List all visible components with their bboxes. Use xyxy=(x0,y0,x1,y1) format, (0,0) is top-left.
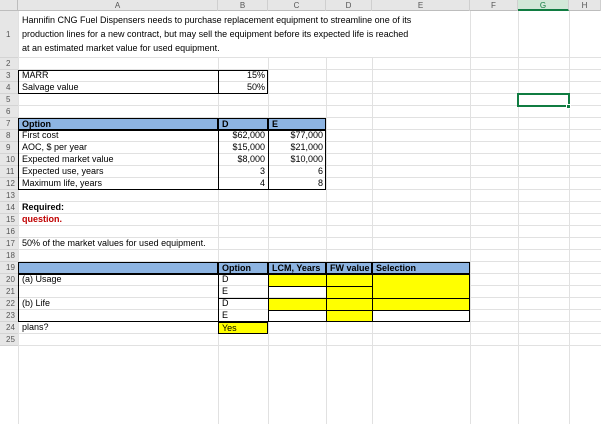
plans-answer-input[interactable]: Yes xyxy=(218,322,268,334)
row-header-19[interactable]: 19 xyxy=(0,262,18,274)
salvage-label[interactable]: Salvage value xyxy=(22,82,79,92)
table-cell-d[interactable]: 4 xyxy=(259,178,265,188)
row-header-8[interactable]: 8 xyxy=(0,130,18,142)
row-header-18[interactable]: 18 xyxy=(0,250,18,262)
row-header-22[interactable]: 22 xyxy=(0,298,18,310)
active-cell-selection[interactable] xyxy=(517,93,570,107)
grid-line xyxy=(470,11,471,424)
row-header-20[interactable]: 20 xyxy=(0,274,18,286)
table-row-label[interactable]: First cost xyxy=(22,130,59,140)
grid-line xyxy=(18,57,601,58)
grid-line xyxy=(326,11,327,424)
row-header-12[interactable]: 12 xyxy=(0,178,18,190)
table-cell-d[interactable]: 3 xyxy=(259,166,265,176)
row-header-9[interactable]: 9 xyxy=(0,142,18,154)
lcm-life-d-input[interactable] xyxy=(268,298,327,311)
row-header-16[interactable]: 16 xyxy=(0,226,18,238)
table-cell-e[interactable]: 6 xyxy=(317,166,323,176)
column-header-e[interactable]: E xyxy=(372,0,470,11)
grid-line xyxy=(18,345,601,346)
table-cell-e[interactable]: $77,000 xyxy=(290,130,323,140)
row-header-23[interactable]: 23 xyxy=(0,310,18,322)
row-header-3[interactable]: 3 xyxy=(0,70,18,82)
grid-line xyxy=(518,11,519,424)
table-cell-d[interactable]: $8,000 xyxy=(237,154,265,164)
row-header-17[interactable]: 17 xyxy=(0,238,18,250)
column-header-c[interactable]: C xyxy=(268,0,326,11)
selection-life-input[interactable] xyxy=(372,298,470,311)
intro-line-1: Hannifin CNG Fuel Dispensers needs to purchase replacement equipment to streamline one of its xyxy=(22,15,412,25)
life-label[interactable]: (b) Life xyxy=(22,298,51,308)
result-option[interactable]: D xyxy=(222,298,229,308)
option-header[interactable]: Option xyxy=(18,118,218,130)
row-header-13[interactable]: 13 xyxy=(0,190,18,202)
result-option[interactable]: E xyxy=(222,310,229,320)
column-header-f[interactable]: F xyxy=(470,0,518,11)
results-header-option[interactable]: Option xyxy=(218,262,268,274)
column-header-a[interactable]: A xyxy=(18,0,218,11)
intro-text-block[interactable] xyxy=(19,11,470,57)
row-header-11[interactable]: 11 xyxy=(0,166,18,178)
grid-line xyxy=(569,11,570,424)
table-row-label[interactable]: Expected market value xyxy=(22,154,114,164)
results-header-selection[interactable]: Selection xyxy=(372,262,470,274)
row-header-14[interactable]: 14 xyxy=(0,202,18,214)
selection-usage-input[interactable] xyxy=(372,274,470,299)
params-border xyxy=(18,70,268,94)
result-option[interactable]: E xyxy=(222,286,229,296)
usage-label[interactable]: (a) Usage xyxy=(22,274,62,284)
row-header-15[interactable]: 15 xyxy=(0,214,18,226)
grid-line xyxy=(18,105,601,106)
row-header-25[interactable]: 25 xyxy=(0,334,18,346)
column-header-h[interactable]: H xyxy=(569,0,601,11)
fw-life-e-input[interactable] xyxy=(326,310,373,322)
plans-label[interactable]: plans? xyxy=(22,322,49,332)
table-row-label[interactable]: AOC, $ per year xyxy=(22,142,88,152)
table-cell-e[interactable]: $21,000 xyxy=(290,142,323,152)
grid-line xyxy=(268,11,269,424)
note-text[interactable]: 50% of the market values for used equipment. xyxy=(22,238,206,248)
row-header-5[interactable]: 5 xyxy=(0,94,18,106)
marr-value[interactable]: 15% xyxy=(246,70,265,80)
column-header-b[interactable]: B xyxy=(218,0,268,11)
table-cell-e[interactable]: $10,000 xyxy=(290,154,323,164)
marr-label[interactable]: MARR xyxy=(22,70,49,80)
salvage-value[interactable]: 50% xyxy=(246,82,265,92)
table-row-label[interactable]: Expected use, years xyxy=(22,166,104,176)
result-option[interactable]: D xyxy=(222,274,229,284)
row-header-7[interactable]: 7 xyxy=(0,118,18,130)
question-label[interactable]: question. xyxy=(22,214,62,224)
fill-handle[interactable] xyxy=(566,104,571,109)
results-header-blank[interactable] xyxy=(18,262,218,274)
row-header-6[interactable]: 6 xyxy=(0,106,18,118)
required-label[interactable]: Required: xyxy=(22,202,65,212)
column-header-g[interactable]: G xyxy=(518,0,569,11)
select-all-corner[interactable] xyxy=(0,0,18,11)
table-row-label[interactable]: Maximum life, years xyxy=(22,178,103,188)
intro-line-3: at an estimated market value for used equipment. xyxy=(22,43,220,53)
option-d-header[interactable]: D xyxy=(218,118,268,130)
table-cell-d[interactable]: $15,000 xyxy=(232,142,265,152)
column-header-d[interactable]: D xyxy=(326,0,372,11)
option-e-header[interactable]: E xyxy=(268,118,326,130)
table-cell-e[interactable]: 8 xyxy=(317,178,323,188)
grid-line xyxy=(372,11,373,424)
row-header-10[interactable]: 10 xyxy=(0,154,18,166)
row-header-4[interactable]: 4 xyxy=(0,82,18,94)
table-cell-d[interactable]: $62,000 xyxy=(232,130,265,140)
lcm-usage-d-input[interactable] xyxy=(268,274,327,287)
intro-line-2: production lines for a new contract, but may sell the equipment before its expected life is reached xyxy=(22,29,409,39)
row-header-21[interactable]: 21 xyxy=(0,286,18,298)
row-header-2[interactable]: 2 xyxy=(0,58,18,70)
params-divider xyxy=(218,70,219,94)
results-header-fw[interactable]: FW value xyxy=(326,262,372,274)
results-header-lcm[interactable]: LCM, Years xyxy=(268,262,326,274)
row-header-24[interactable]: 24 xyxy=(0,322,18,334)
row-header-1[interactable]: 1 xyxy=(0,11,18,58)
